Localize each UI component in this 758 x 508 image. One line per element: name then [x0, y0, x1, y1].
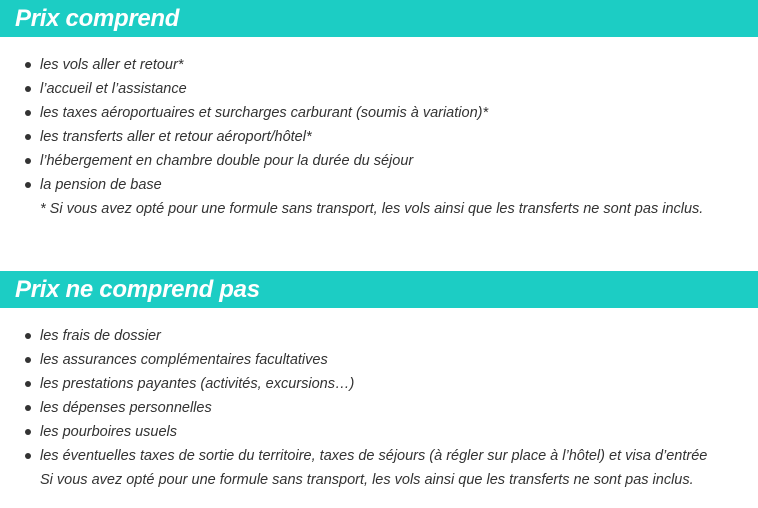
section-title-included: Prix comprend [0, 0, 758, 37]
bullet-icon [25, 381, 31, 387]
list-item-text: l’hébergement en chambre double pour la durée du séjour [40, 153, 414, 169]
list-item [0, 77, 758, 101]
list-item-text: la pension de base [40, 177, 162, 193]
list-item [0, 396, 758, 420]
list-item-text: les taxes aéroportuaires et surcharges carburant (soumis à variation)* [40, 105, 489, 121]
list-item-text: les vols aller et retour* [40, 57, 184, 73]
included-footnote: * Si vous avez opté pour une formule sans transport, les vols ainsi que les transferts ne sont pas inclus. [40, 201, 704, 217]
list-item [0, 348, 758, 372]
not-included-footnote: Si vous avez opté pour une formule sans transport, les vols ainsi que les transferts ne sont pas inclus. [40, 472, 694, 488]
list-item-text: les frais de dossier [40, 328, 161, 344]
list-item-text: les pourboires usuels [40, 424, 178, 440]
list-item [0, 125, 758, 149]
section-title-not-included: Prix ne comprend pas [0, 271, 758, 308]
list-item-text: les éventuelles taxes de sortie du territoire, taxes de séjours (à régler sur place à l’hôtel) et visa d’entrée [40, 448, 708, 464]
list-item [0, 420, 758, 444]
bullet-icon [25, 86, 31, 92]
list-item [0, 324, 758, 348]
bullet-icon [25, 62, 31, 68]
list-item-text: les dépenses personnelles [40, 400, 212, 416]
list-item [0, 101, 758, 125]
list-item [0, 372, 758, 396]
bullet-icon [25, 134, 31, 140]
list-item-text: les transferts aller et retour aéroport/hôtel* [40, 129, 312, 145]
included-list [0, 53, 758, 197]
list-item [0, 149, 758, 173]
bullet-icon [25, 110, 31, 116]
list-item [0, 53, 758, 77]
bullet-icon [25, 357, 31, 363]
list-item [0, 173, 758, 197]
list-item-text: les prestations payantes (activités, excursions…) [40, 376, 355, 392]
list-item-text: l’accueil et l’assistance [40, 81, 187, 97]
bullet-icon [25, 429, 31, 435]
list-item-text: les assurances complémentaires facultatives [40, 352, 328, 368]
list-item [0, 444, 758, 468]
bullet-icon [25, 182, 31, 188]
bullet-icon [25, 453, 31, 459]
not-included-list [0, 324, 758, 468]
bullet-icon [25, 405, 31, 411]
bullet-icon [25, 158, 31, 164]
bullet-icon [25, 333, 31, 339]
